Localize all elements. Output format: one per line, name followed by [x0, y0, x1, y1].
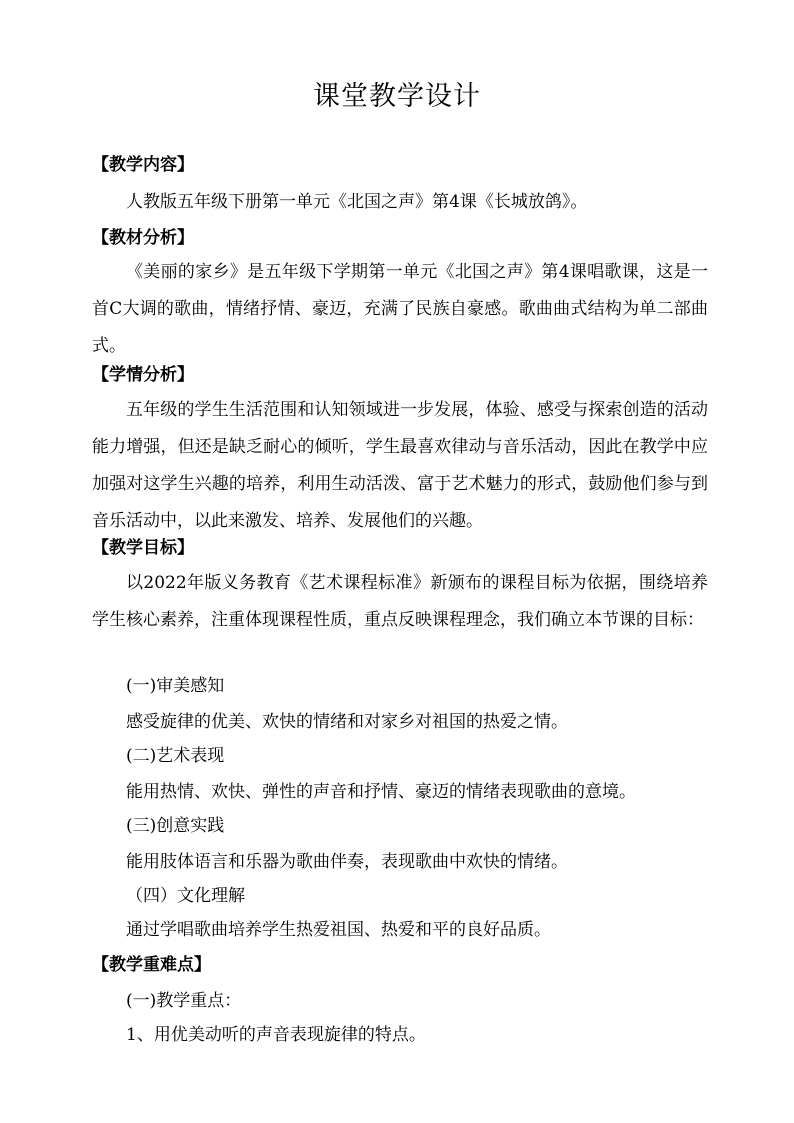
section-heading-keypoints: 【教学重难点】: [92, 955, 211, 975]
keypoints-subheading: (一)教学重点：: [126, 991, 242, 1011]
students-paragraph: 五年级的学生生活范围和认知领域进一步发展，体验、感受与探索创造的活动能力增强，但还是缺乏耐心的倾听，学生最喜欢律动与音乐活动，因此在教学中应加强对这学生兴趣的培养，利用生动活泼、富于艺术魅力的形式，鼓励他们参与到音乐活动中，以此来激发、培养、发展他们的兴趣。: [92, 400, 708, 531]
goal-text-2: 能用热情、欢快、弹性的声音和抒情、豪迈的情绪表现歌曲的意境。: [126, 782, 636, 802]
goal-text-3: 能用肢体语言和乐器为歌曲伴奏，表现歌曲中欢快的情绪。: [126, 852, 568, 872]
goals-paragraph: 以2022年版义务教育《艺术课程标准》新颁布的课程目标为依据，围绕培养学生核心素养，注重体现课程性质，重点反映课程理念，我们确立本节课的目标：: [92, 573, 708, 630]
goal-label-3: (三)创意实践: [126, 816, 225, 836]
goal-label-1: (一)审美感知: [126, 676, 225, 696]
page-title: 课堂教学设计: [313, 81, 481, 112]
textbook-paragraph: 《美丽的家乡》是五年级下学期第一单元《北国之声》第4课唱歌课，这是一首C大调的歌曲，情绪抒情、豪迈，充满了民族自豪感。歌曲曲式结构为单二部曲式。: [92, 262, 708, 356]
goal-label-4: （四）文化理解: [126, 886, 245, 906]
goal-text-4: 通过学唱歌曲培养学生热爱祖国、热爱和平的良好品质。: [126, 920, 551, 940]
section-heading-textbook: 【教材分析】: [92, 228, 194, 248]
keypoints-item-1: 1、用优美动听的声音表现旋律的特点。: [126, 1025, 426, 1045]
section-heading-content: 【教学内容】: [92, 155, 194, 175]
goal-text-1: 感受旋律的优美、欢快的情绪和对家乡对祖国的热爱之情。: [126, 712, 568, 732]
content-text: 人教版五年级下册第一单元《北国之声》第4课《长城放鸽》。: [126, 192, 588, 212]
goal-label-2: (二)艺术表现: [126, 746, 225, 766]
section-heading-goals: 【教学目标】: [92, 538, 194, 558]
section-heading-students: 【学情分析】: [92, 365, 194, 385]
